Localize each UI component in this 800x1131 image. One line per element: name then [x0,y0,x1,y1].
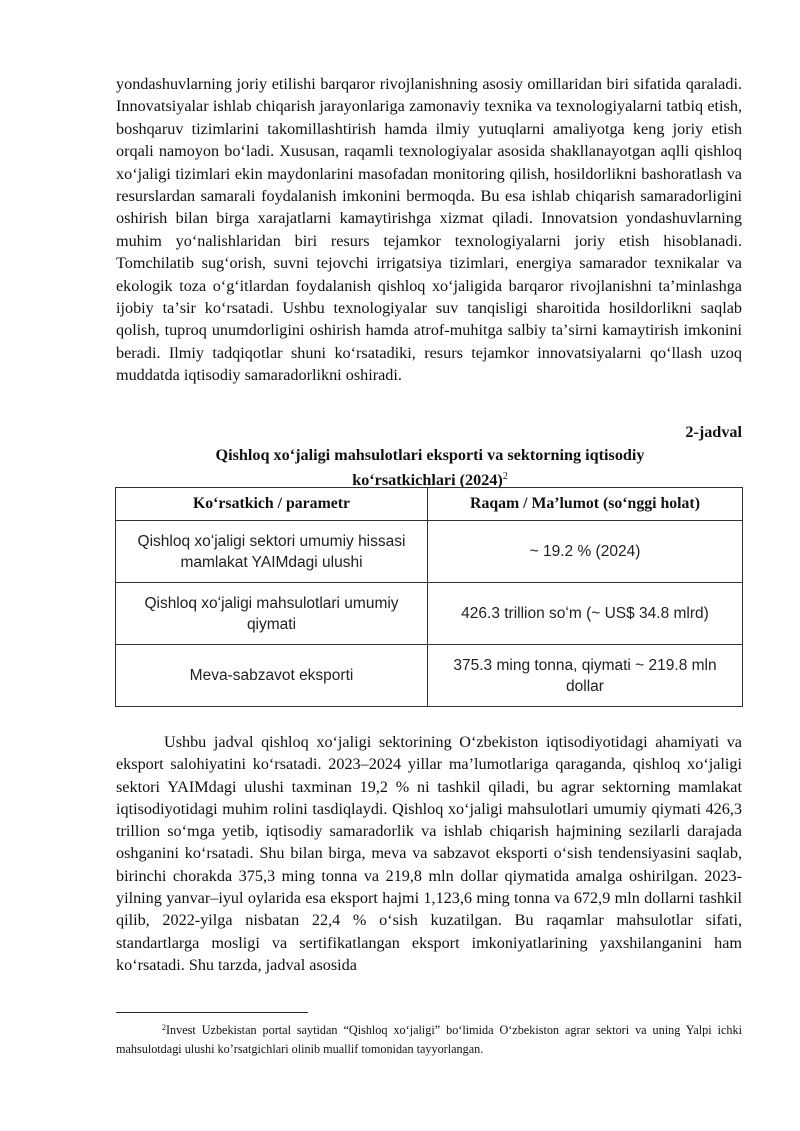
table-row [116,583,743,645]
data-table [115,487,743,707]
table-header-cell: Koʻrsatkich / parametr [116,488,428,521]
table-title [170,445,690,491]
table-cell: Meva-sabzavot eksporti [116,645,428,707]
table-row [116,521,743,583]
table-header-cell: Raqam / Maʼlumot (soʻnggi holat) [428,488,743,521]
table-cell: Qishloq xoʻjaligi mahsulotlari umumiy qiymati [116,583,428,645]
table-title-text: Qishloq xoʻjaligi mahsulotlari eksporti va sektorning iqtisodiy koʻrsatkichlari (2024) [215,446,645,489]
footnote-text: Invest Uzbekistan portal saytidan “Qishloq xoʻjaligi” boʻlimida Oʻzbekiston agrar sektori va uning Yalpi ichki mahsulotdagi ulushi koʼrsatgichlari olinib muallif tomonidan tayyorlangan. [116,1023,742,1056]
table-row [116,645,743,707]
table-cell: 426.3 trillion soʻm (~ US$ 34.8 mlrd) [428,583,743,645]
body-paragraph [116,731,742,976]
body-paragraph: yondashuvlarning joriy etilishi barqaror rivojlanishning asosiy omillaridan biri sifatida qaraladi. Innovatsiyalar ishlab chiqarish jarayonlariga zamonaviy texnika va texnologiyalarni tatbiq etish, boshqaruv tizimlarini takomillashtirish hamda ilmiy yutuqlarni amaliyotga keng joriy etish orqali namoyon boʻladi. Xususan, raqamli texnologiyalar asosida shakllanayotgan aqlli qishloq xoʻjaligi tizimlari ekin maydonlarini masofadan monitoring qilish, hosildorlikni bashoratlash va resurslardan samarali foydalanish imkonini bermoqda. Bu esa ishlab chiqarish samaradorligini oshirish bilan birga xarajatlarni kamaytirishga xizmat qiladi. Innovatsion yondashuvlarning muhim yoʻnalishlaridan biri resurs tejamkor texnologiyalarni joriy etish hisoblanadi. Tomchilatib sugʻorish, suvni tejovchi irrigatsiya tizimlari, energiya samarador texnikalar va ekologik toza oʻgʻitlardan foydalanish qishloq xoʻjaligida barqaror rivojlanishni taʼminlashga ijobiy taʼsir koʻrsatadi. Ushbu texnologiyalar suv tanqisligi sharoitida hosildorlikni saqlab qolish, tuproq unumdorligini oshirish hamda atrof-muhitga salbiy taʼsirni kamaytirish imkonini beradi. Ilmiy tadqiqotlar shuni koʻrsatadiki, resurs tejamkor innovatsiyalarni qoʻllash uzoq muddatda iqtisodiy samaradorlikni oshiradi. [116,75,742,385]
table-cell: ~ 19.2 % (2024) [428,521,743,583]
table-number: 2-jadval [685,423,742,441]
footnote [116,1018,742,1059]
footnote-number: 2 [162,1023,166,1032]
footnote-divider [116,1012,308,1013]
table-cell: Qishloq xoʻjaligi sektori umumiy hissasi mamlakat YAIMdagi ulushi [116,521,428,583]
body-paragraph-text: Ushbu jadval qishloq xoʻjaligi sektorining Oʻzbekiston iqtisodiyotidagi ahamiyati va eksport salohiyatini koʻrsatadi. 2023–2024 yillar maʼlumotlariga qaraganda, qishloq xoʻjaligi sektori YAIMdagi ulushi taxminan 19,2 % ni tashkil qiladi, bu agrar sektorning mamlakat iqtisodiyotidagi muhim rolini tasdiqlaydi. Qishloq xoʻjaligi mahsulotlari umumiy qiymati 426,3 trillion soʻmga yetib, iqtisodiy samaradorlik va ishlab chiqarish hajmining sezilarli darajada oshganini koʻrsatadi. Shu bilan birga, meva va sabzavot eksporti oʻsish tendensiyasini saqlab, birinchi chorakda 375,3 ming tonna va 219,8 mln dollar qiymatida amalga oshirilgan. 2023-yilning yanvar–iyul oylarida esa eksport hajmi 1,123,6 ming tonna va 672,9 mln dollarni tashkil qilib, 2022-yilga nisbatan 22,4 % oʻsish kuzatilgan. Bu raqamlar mahsulotlar sifati, standartlarga mosligi va sertifikatlangan eksport imkoniyatlarining yaxshilanganini ham koʻrsatadi. Shu tarzda, jadval asosida [116,733,742,974]
table-cell: 375.3 ming tonna, qiymati ~ 219.8 mln dollar [428,645,743,707]
table-header-row [116,488,743,521]
footnote-reference: 2 [502,471,508,482]
